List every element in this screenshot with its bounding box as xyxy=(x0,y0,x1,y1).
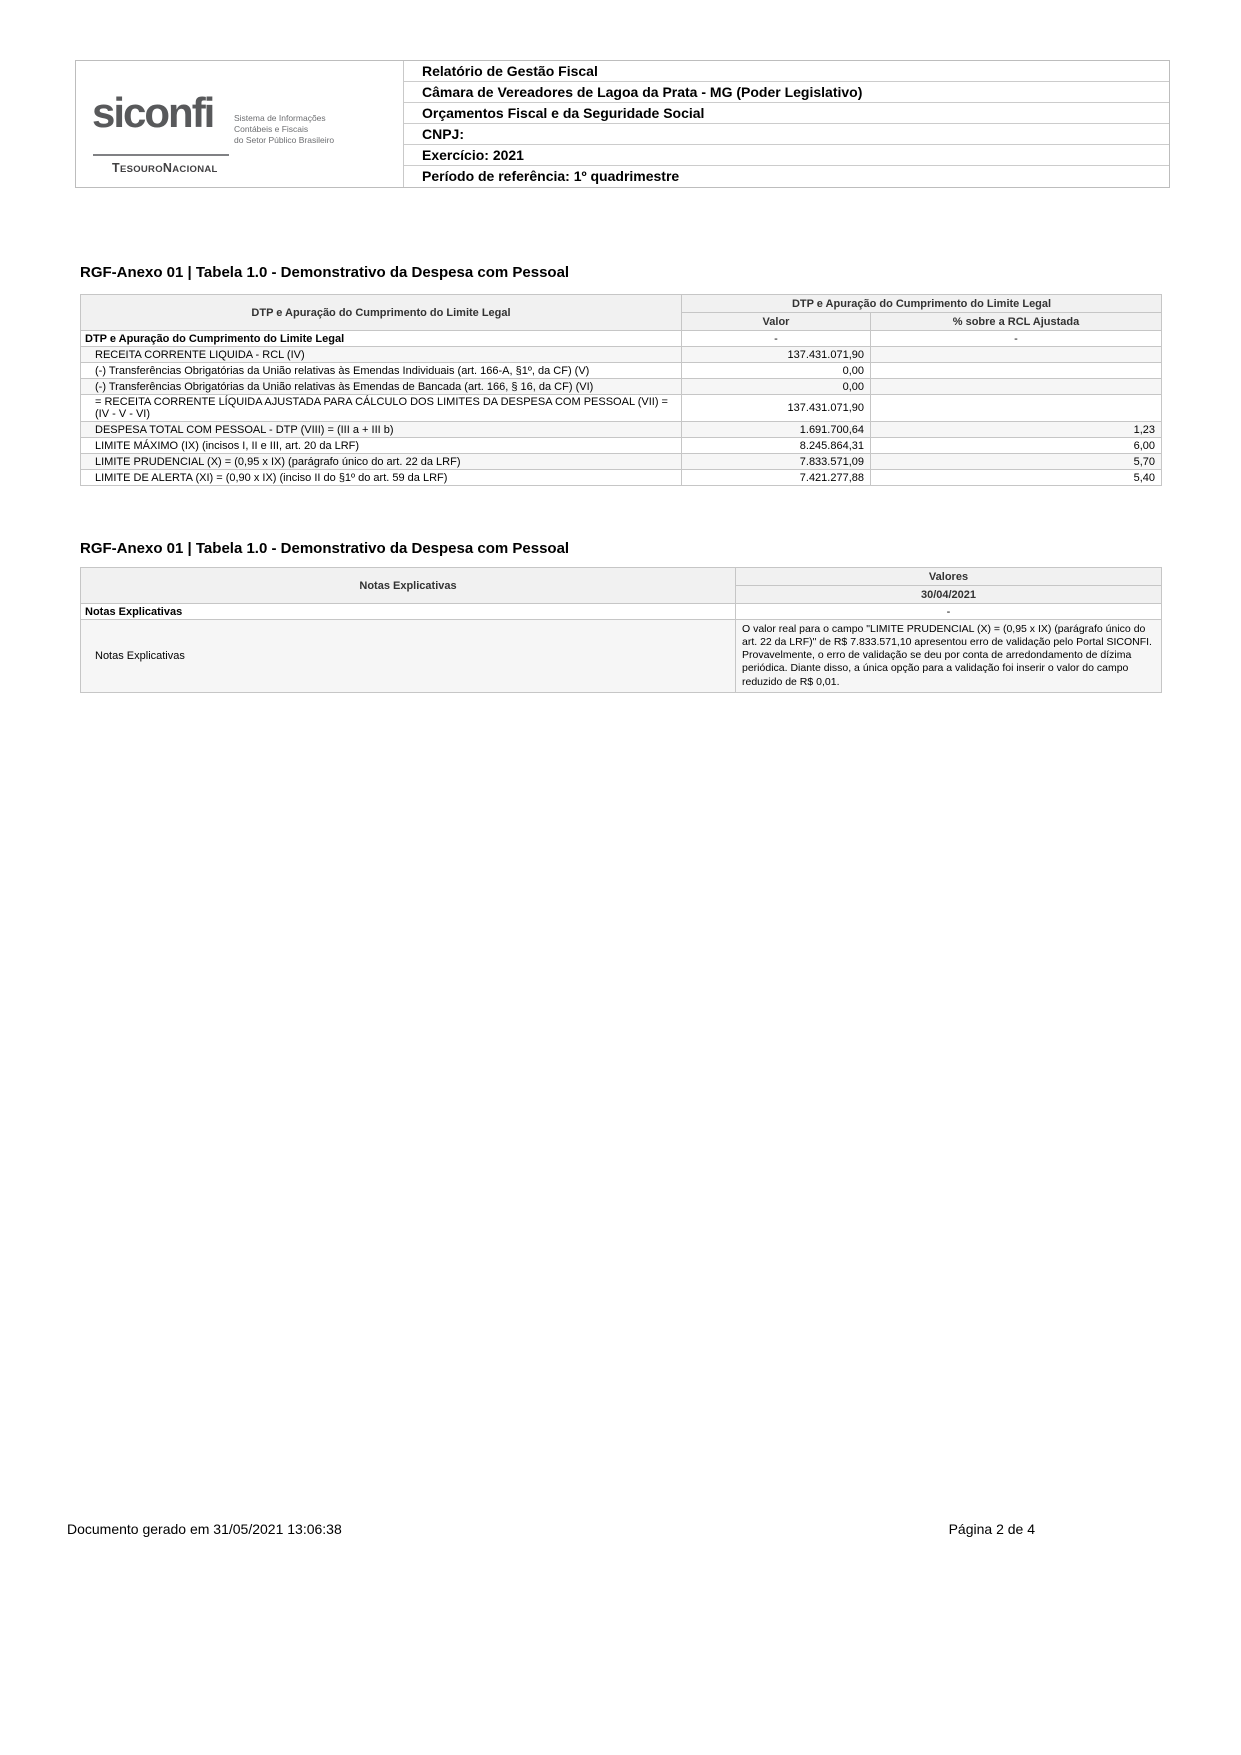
row-value: - xyxy=(736,604,1162,620)
tagline-line-3: do Setor Público Brasileiro xyxy=(234,135,335,146)
tagline-line-2: Contábeis e Fiscais xyxy=(234,124,309,135)
table-row xyxy=(81,454,1162,470)
page-number: Página 2 de 4 xyxy=(948,1521,1035,1537)
row-label: LIMITE DE ALERTA (XI) = (0,90 x IX) (inciso II do §1º do art. 59 da LRF) xyxy=(81,470,682,486)
row-valor: 0,00 xyxy=(682,379,871,395)
row-pct: - xyxy=(871,331,1162,347)
row-valor: 137.431.071,90 xyxy=(682,347,871,363)
tagline-line-1: Sistema de Informações xyxy=(234,113,326,123)
row-valor: 7.833.571,09 xyxy=(682,454,871,470)
row-label: DTP e Apuração do Cumprimento do Limite Legal xyxy=(81,331,682,347)
table-row xyxy=(81,395,1162,422)
row-label: LIMITE MÁXIMO (IX) (incisos I, II e III, art. 20 da LRF) xyxy=(81,438,682,454)
report-budget-scope: Orçamentos Fiscal e da Seguridade Social xyxy=(404,103,1169,124)
row-label: (-) Transferências Obrigatórias da União relativas às Emendas de Bancada (art. 166, § 16, da CF) (VI) xyxy=(81,379,682,395)
table-row xyxy=(81,470,1162,486)
row-label: RECEITA CORRENTE LIQUIDA - RCL (IV) xyxy=(81,347,682,363)
row-label: Notas Explicativas xyxy=(81,604,736,620)
table-row xyxy=(81,422,1162,438)
table-row xyxy=(81,438,1162,454)
table-row xyxy=(81,331,1162,347)
siconfi-logo xyxy=(76,61,404,187)
column-header-pct-rcl: % sobre a RCL Ajustada xyxy=(871,313,1162,331)
logo-divider-line xyxy=(93,154,229,156)
org-letter-n: N xyxy=(162,161,173,175)
table1-row-header: DTP e Apuração do Cumprimento do Limite Legal xyxy=(81,295,682,331)
row-pct xyxy=(871,347,1162,363)
notas-explicativas-table xyxy=(80,567,1162,693)
org-esouro: ESOURO xyxy=(119,164,163,175)
row-pct: 6,00 xyxy=(871,438,1162,454)
report-info xyxy=(404,61,1169,187)
row-valor: 7.421.277,88 xyxy=(682,470,871,486)
siconfi-tagline xyxy=(234,113,334,146)
row-pct xyxy=(871,363,1162,379)
table-row xyxy=(81,363,1162,379)
nota-explicativa-text: O valor real para o campo "LIMITE PRUDENCIAL (X) = (0,95 x IX) (parágrafo único do art. 22 da LRF)" de R$ 7.833.571,10 apresentou erro de validação pelo Portal SICONFI. Provavelmente, o erro de validação se deu por conta de arredondamento de dízima periódica. Diante disso, a única opção para a validação foi inserir o valor do campo reduzido de R$ 0,01. xyxy=(736,620,1162,693)
row-label: DESPESA TOTAL COM PESSOAL - DTP (VIII) = (III a + III b) xyxy=(81,422,682,438)
report-period: Período de referência: 1º quadrimestre xyxy=(422,168,680,184)
document-generated-timestamp: Documento gerado em 31/05/2021 13:06:38 xyxy=(67,1521,342,1537)
row-label: (-) Transferências Obrigatórias da União relativas às Emendas Individuais (art. 166-A, §1º, da CF) (V) xyxy=(81,363,682,379)
row-valor: - xyxy=(682,331,871,347)
row-label: Notas Explicativas xyxy=(81,620,736,693)
table2-row-header: Notas Explicativas xyxy=(81,568,736,604)
report-header xyxy=(75,60,1170,188)
column-header-valor: Valor xyxy=(682,313,871,331)
table-row xyxy=(81,347,1162,363)
row-valor: 137.431.071,90 xyxy=(682,395,871,422)
row-pct: 5,70 xyxy=(871,454,1162,470)
despesa-pessoal-table xyxy=(80,294,1162,486)
report-entity: Câmara de Vereadores de Lagoa da Prata - MG (Poder Legislativo) xyxy=(404,82,1169,103)
row-pct: 5,40 xyxy=(871,470,1162,486)
report-title: Relatório de Gestão Fiscal xyxy=(404,61,1169,82)
row-label: LIMITE PRUDENCIAL (X) = (0,95 x IX) (parágrafo único do art. 22 da LRF) xyxy=(81,454,682,470)
org-acional: ACIONAL xyxy=(172,164,218,175)
table2-group-header: Valores xyxy=(736,568,1162,586)
report-exercise: Exercício: 2021 xyxy=(404,145,1169,166)
org-letter-t: T xyxy=(112,161,120,175)
table1-header-row-1 xyxy=(81,295,1162,313)
table-row xyxy=(81,379,1162,395)
row-valor: 0,00 xyxy=(682,363,871,379)
row-pct xyxy=(871,395,1162,422)
table-row xyxy=(81,620,1162,693)
row-valor: 1.691.700,64 xyxy=(682,422,871,438)
siconfi-brand-text: siconfi xyxy=(92,89,214,136)
table-row xyxy=(81,604,1162,620)
table1-group-header: DTP e Apuração do Cumprimento do Limite Legal xyxy=(682,295,1162,313)
row-pct: 1,23 xyxy=(871,422,1162,438)
row-pct xyxy=(871,379,1162,395)
section-title-1: RGF-Anexo 01 | Tabela 1.0 - Demonstrativo da Despesa com Pessoal xyxy=(80,264,570,281)
table2-header-row-1 xyxy=(81,568,1162,586)
row-label: = RECEITA CORRENTE LÍQUIDA AJUSTADA PARA CÁLCULO DOS LIMITES DA DESPESA COM PESSOAL (VII) = (IV - V - VI) xyxy=(81,395,682,422)
table2-date-header: 30/04/2021 xyxy=(736,586,1162,604)
row-valor: 8.245.864,31 xyxy=(682,438,871,454)
tesouro-nacional-wordmark xyxy=(112,159,218,177)
section-title-2: RGF-Anexo 01 | Tabela 1.0 - Demonstrativo da Despesa com Pessoal xyxy=(80,540,570,557)
report-cnpj: CNPJ: xyxy=(404,124,1169,145)
